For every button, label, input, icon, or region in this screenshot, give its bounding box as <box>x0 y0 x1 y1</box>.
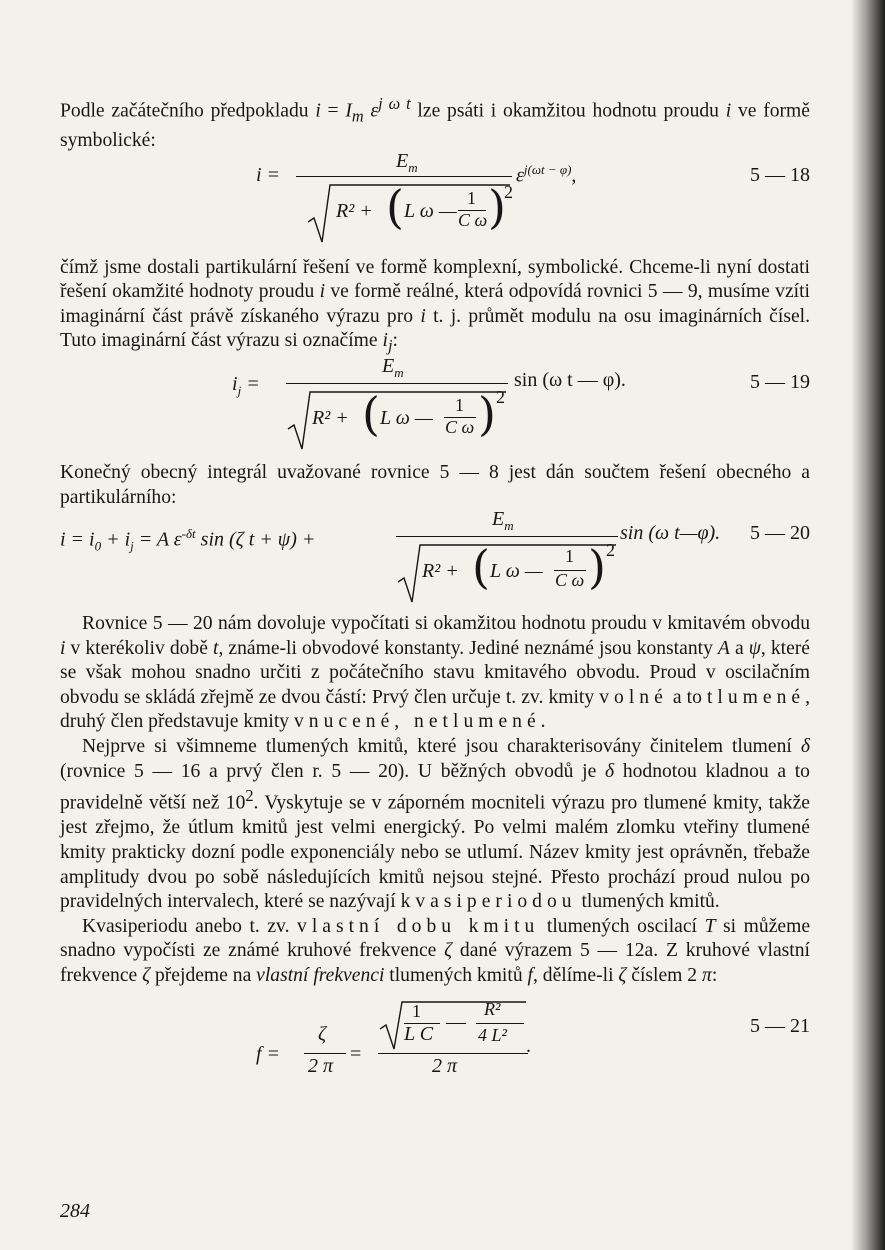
fraction-bar <box>304 1053 346 1054</box>
paragraph-intro: Podle začátečního předpokladu $i = I_m$ $\varepsilon^{j \omega t}$ lze psáti i okamžitou hodnotu proudu i ve formě symbolické: <box>60 94 810 152</box>
page-binding-shadow <box>851 0 885 1250</box>
equation-5-18: i = $E_m$ $\varepsilon^{j(\omega t - \varphi)}$, R² + ( L ω — 1 C ω ) 2 5 — 18 <box>60 160 810 250</box>
paragraph-damped-oscillations: Nejprve si všimneme tlumených kmitů, které jsou charakterisovány činitelem tlumení δ (rovnice 5 — 16 a prvý člen r. 5 — 20). U běžných obvodů je δ hodnotou kladnou a to pravidelně větší než $10^2$. Vyskytuje se v záporném mocniteli výrazu pro tlumené kmity, takže jest zřejmo, že útlum kmitů jest velmi energický. Po velmi malém zlomku vteřiny tlumené kmity prakticky dozní podle exponenciály nebo se utlumí. Název kmity jest oprávněn, třebaže amplitudy dvou po sobě následujících kmitů nejsou stejné. Přesto prochází proud nulou po pravidelných intervalech, které se nazývají kvasiperiodou tlumených kmitů. <box>60 736 810 913</box>
fraction-bar <box>296 176 512 177</box>
paragraph-general-integral: Konečný obecný integrál uvažované rovnice 5 — 8 jest dán součtem řešení obecného a partikulárního: <box>60 461 810 508</box>
equation-5-19: $i_j$ = $E_m$ sin (ω t — φ). R² + ( L ω — 1 C ω ) 2 5 — 19 <box>60 365 810 455</box>
paragraph-equation-5-20: Rovnice 5 — 20 nám dovoluje vypočítati si okamžitou hodnotu proudu v kmitavém obvodu i v kterékoliv době t, známe-li obvodové konstanty. Jediné neznámé jsou konstanty A a ψ, které se však mohou snadno určiti z počátečního stavu kmitavého obvodu. Proud v oscilačním obvodu se skládá zřejmě ze dvou částí: Prvý člen určuje t. zv. kmity volné a to tlumené, druhý člen představuje kmity vnucené, netlumené. <box>60 613 810 733</box>
fraction-bar <box>286 383 508 384</box>
fraction-bar <box>396 536 618 537</box>
paragraph-imaginary-part: čímž jsme dostali partikulární řešení ve formě komplexní, symbolické. Chceme-li nyní dostati řešení okamžité hodnoty proudu i ve formě reálné, která odpovídá rovnici 5 — 9, musíme vzíti imaginární část právě získaného výrazu pro i t. j. průmět modulu na osu imaginárních čísel. Tuto imaginární část výrazu si označíme $i_j$: <box>60 256 810 356</box>
equation-5-21: f = ζ 2 π = 1 L C — R² 4 L² 2 π . 5 — 21 <box>256 998 810 1077</box>
equation-5-20: $i = i_0 + i_j = A$ $\varepsilon^{-\delta t}$ sin (ζ t + ψ) + $E_m$ sin (ω t—φ). R² + ( L ω — 1 C ω ) 2 5 — 20 <box>60 516 810 606</box>
page-content <box>60 92 810 1117</box>
paragraph-quasiperiod: Kvasiperiodu anebo t. zv. vlastní dobu kmitu tlumených oscilací T si můžeme snadno vypočísti ze známé kruhové frekvence ζ dané výrazem 5 — 12a. Z kruhové vlastní frekvence ζ přejdeme na vlastní frekvenci tlumených kmitů f, dělíme-li ζ číslem 2 π: <box>60 915 811 986</box>
page-number: 284 <box>60 1200 90 1222</box>
